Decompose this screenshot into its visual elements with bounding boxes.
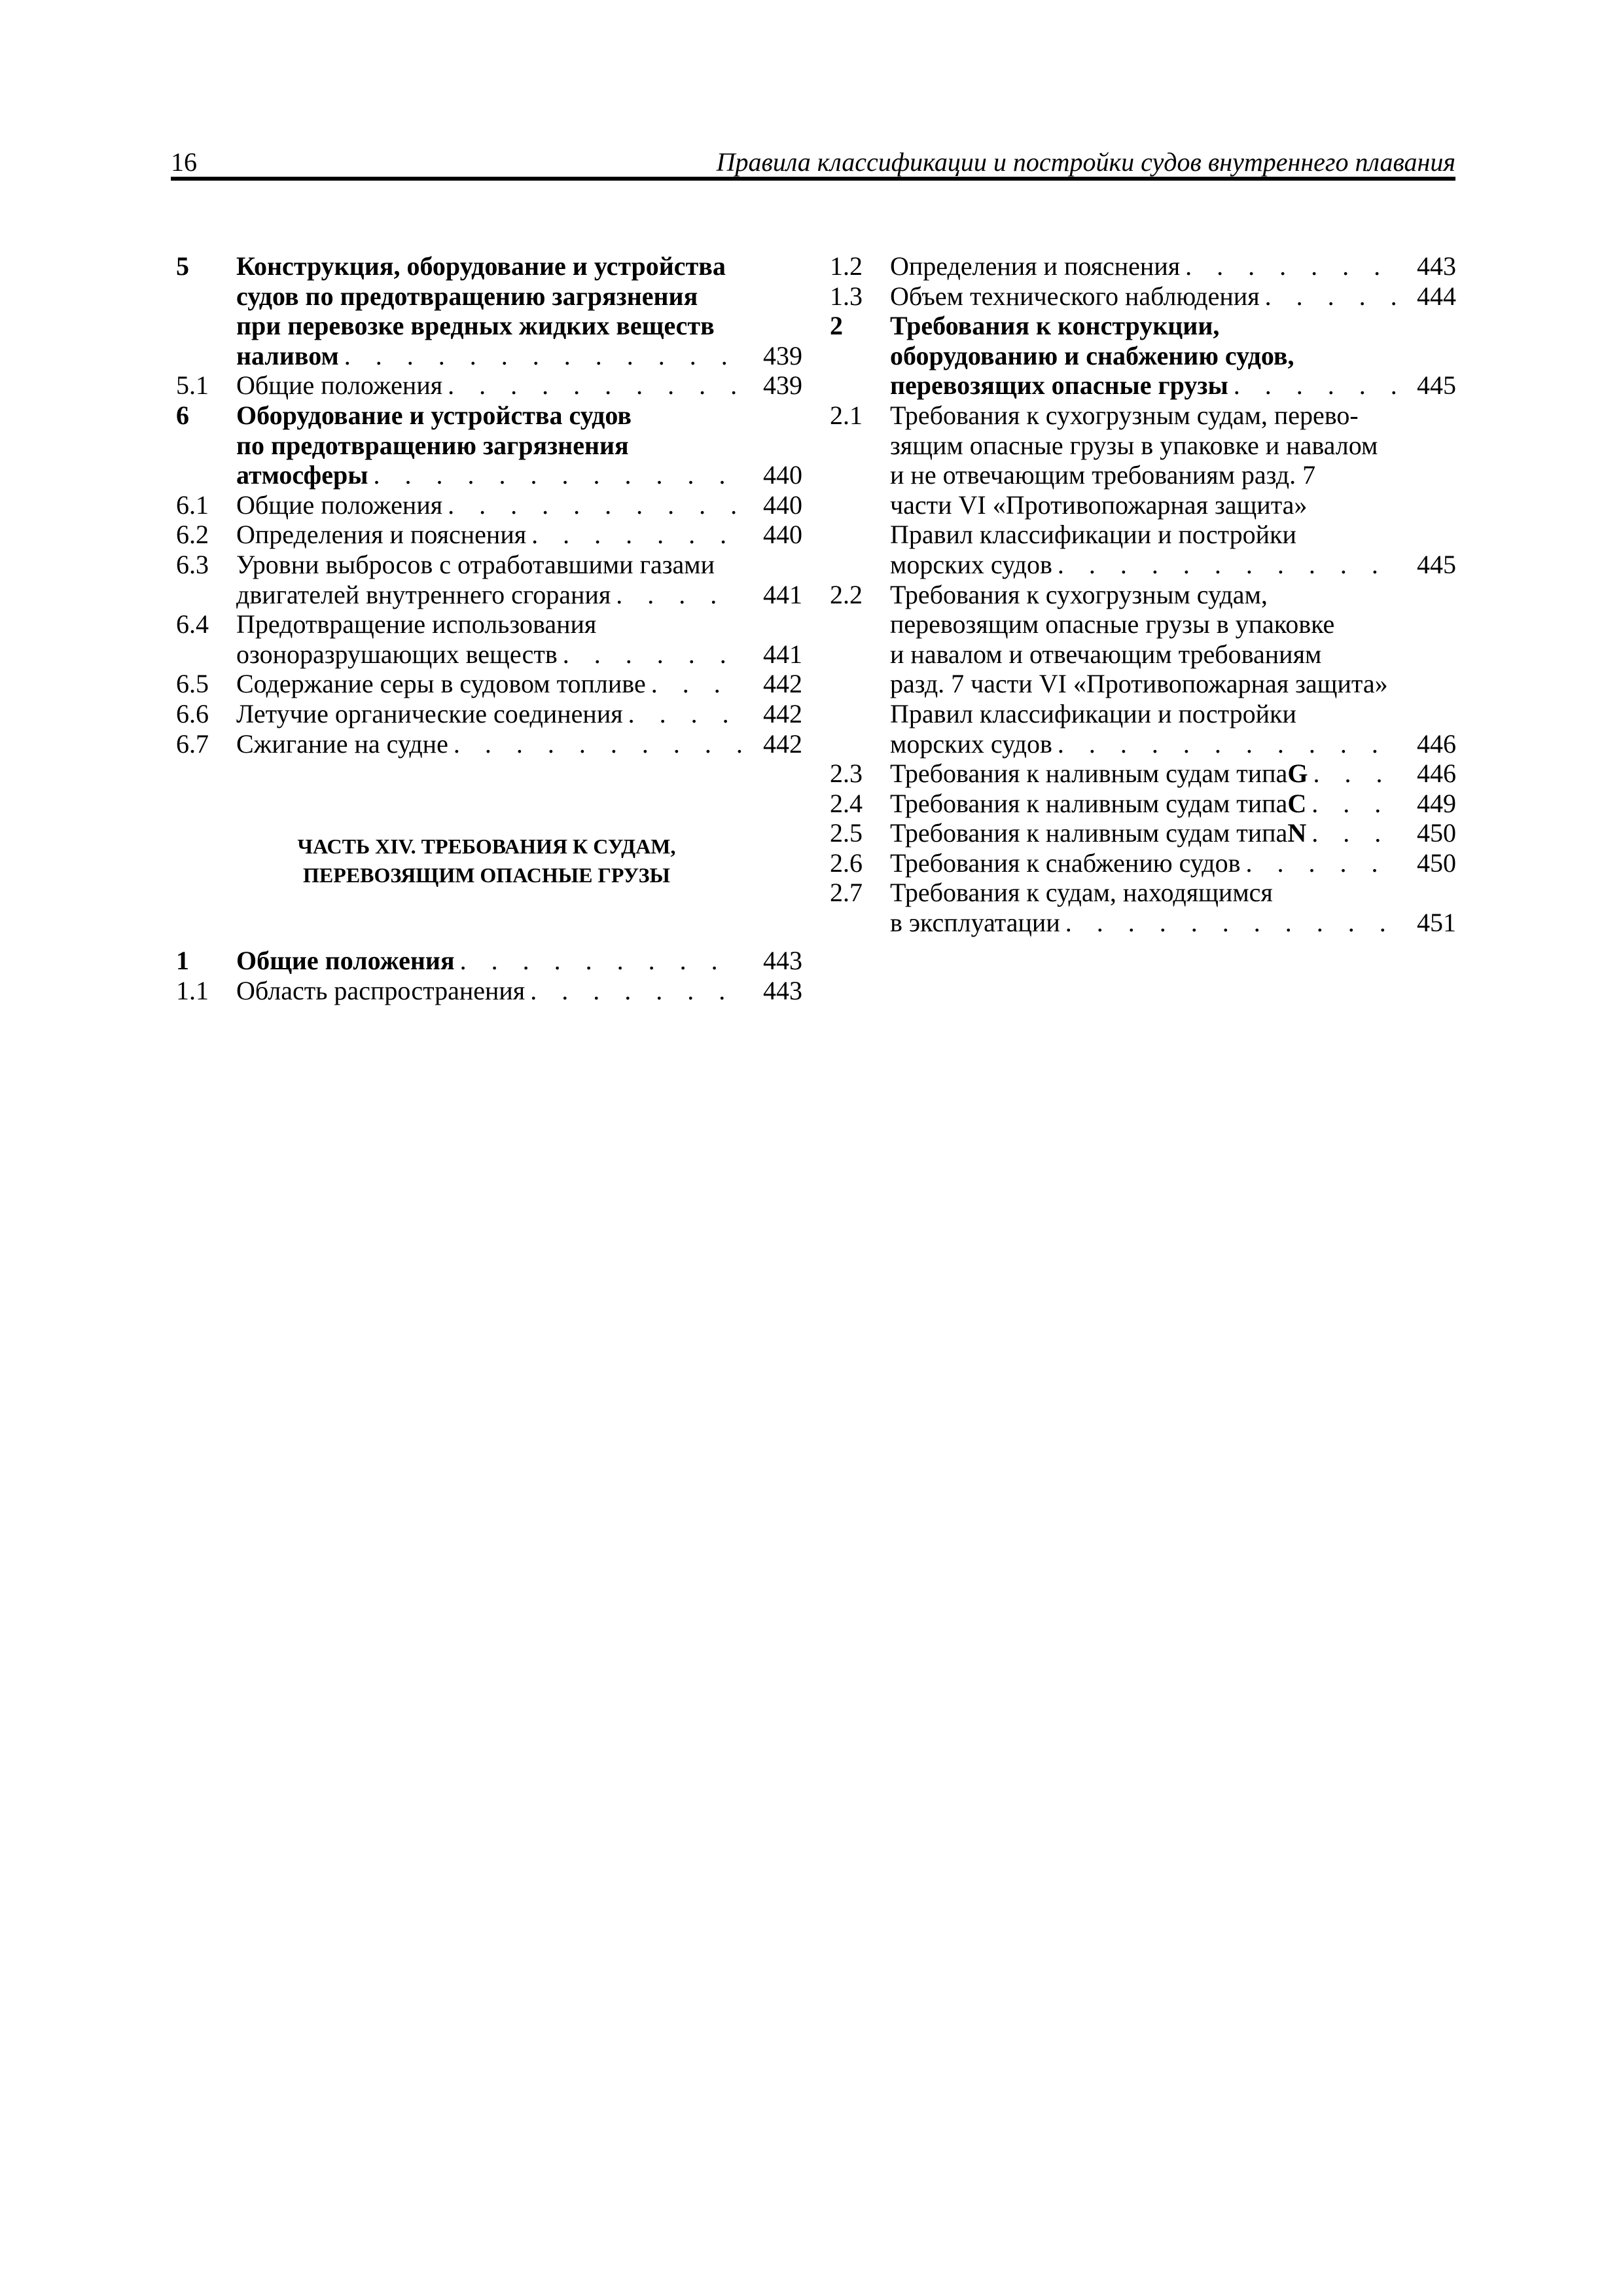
toc-entry-title-line xyxy=(236,251,802,281)
toc-entry xyxy=(171,669,802,699)
toc-entry-body xyxy=(236,609,802,669)
dot-leader xyxy=(623,699,743,729)
toc-entry xyxy=(825,818,1456,848)
toc-entry-number: 1.2 xyxy=(830,251,863,281)
toc-entry-number: 6.2 xyxy=(176,520,209,550)
toc-entry xyxy=(825,759,1456,789)
dot-leader xyxy=(442,490,743,520)
toc-entry-text: Требования к наливным судам типа xyxy=(890,818,1288,848)
toc-entry-text: Сжигание на судне xyxy=(236,728,448,759)
dot-leader xyxy=(1241,848,1397,878)
toc-entry-title-line xyxy=(890,311,1456,341)
toc-entry-last-line xyxy=(236,639,802,670)
dot-leader xyxy=(442,370,743,401)
toc-entry-page: 443 xyxy=(1417,251,1456,281)
toc-entry-text: морских судов xyxy=(890,549,1052,579)
toc-entry-title-line xyxy=(890,520,1456,550)
toc-entry xyxy=(171,370,802,401)
toc-entry-body xyxy=(236,729,802,759)
toc-entry-number: 2.6 xyxy=(830,848,863,878)
toc-entry-last-line xyxy=(236,341,802,371)
toc-entry-title-line xyxy=(236,401,802,431)
toc-entry-page: 443 xyxy=(763,946,802,976)
toc-entry-text: и не отвечающим требованиям разд. 7 xyxy=(890,460,1316,490)
toc-entry-title-line xyxy=(236,609,802,639)
dot-leader xyxy=(1228,370,1397,401)
toc-entry-title-line xyxy=(890,609,1456,639)
toc-entry-body xyxy=(890,580,1456,759)
toc-entry-page: 450 xyxy=(1417,818,1456,848)
toc-entry-text: при перевозке вредных жидких веществ xyxy=(236,311,715,341)
toc-entry-text: Объем технического наблюдения xyxy=(890,281,1260,311)
toc-entry-page: 443 xyxy=(763,975,802,1005)
toc-entry-page: 442 xyxy=(763,698,802,728)
toc-entry-text: оборудованию и снабжению судов, xyxy=(890,340,1294,370)
part-title xyxy=(171,832,802,889)
dot-leader xyxy=(1308,759,1397,789)
toc-entry-text: Определения и пояснения xyxy=(236,520,527,550)
toc-entry-text: Оборудование и устройства судов xyxy=(236,400,632,430)
toc-entry-text: Правил классификации и постройки xyxy=(890,520,1296,550)
toc-entry-title-line xyxy=(890,431,1456,461)
toc-entry xyxy=(825,281,1456,312)
dot-leader xyxy=(1060,908,1397,938)
toc-entry-text: Общие положения xyxy=(236,490,443,520)
toc-entry-text: Общие положения xyxy=(236,370,443,401)
page-header xyxy=(171,144,1455,181)
toc-entry-text: перевозящих опасные грузы xyxy=(890,370,1228,401)
toc-entry-text: Требования к наливным судам типа xyxy=(890,759,1288,789)
toc-entry-ship-type: N xyxy=(1287,818,1307,848)
dot-leader xyxy=(1052,729,1397,759)
toc-entry xyxy=(171,490,802,520)
toc-entry-last-line xyxy=(890,370,1456,401)
toc-entry-last-line xyxy=(236,490,802,520)
toc-entry-last-line xyxy=(236,460,802,490)
toc-entry xyxy=(171,401,802,490)
toc-entry-page: 440 xyxy=(763,520,802,550)
toc-entry-title-line xyxy=(890,639,1456,670)
dot-leader xyxy=(526,520,743,550)
dot-leader xyxy=(611,580,743,610)
toc-entry-body xyxy=(890,789,1456,819)
toc-entry xyxy=(825,311,1456,401)
page-number: 16 xyxy=(171,147,197,177)
toc-entry-body xyxy=(236,946,802,976)
toc-entry-text: морских судов xyxy=(890,728,1052,759)
dot-leader xyxy=(368,460,743,490)
dot-leader xyxy=(646,669,743,699)
toc-entry-text: Определения и пояснения xyxy=(890,251,1181,281)
toc-entry-page: 451 xyxy=(1417,908,1456,938)
toc-entry-last-line xyxy=(236,729,802,759)
toc-entry-text: по предотвращению загрязнения xyxy=(236,430,629,460)
toc-entry-body xyxy=(236,669,802,699)
toc-entry-text: части VI «Противопожарная защита» xyxy=(890,490,1308,520)
toc-entry xyxy=(825,251,1456,281)
toc-entry-page: 445 xyxy=(1417,549,1456,579)
dot-leader xyxy=(1052,550,1397,580)
toc-entry-number: 6.4 xyxy=(176,609,209,639)
toc-left-entries xyxy=(171,251,802,759)
toc-entry xyxy=(171,550,802,609)
toc-entry-page: 442 xyxy=(763,669,802,699)
toc-entry-number: 2.7 xyxy=(830,878,863,908)
toc-entry-body xyxy=(890,401,1456,580)
toc-entry-text: Требования к снабжению судов xyxy=(890,848,1241,878)
toc-entry xyxy=(171,699,802,729)
toc-entry-number: 6.5 xyxy=(176,669,209,699)
toc-entry-page: 446 xyxy=(1417,759,1456,789)
toc-entry-page: 441 xyxy=(763,579,802,609)
toc-entry-title-line xyxy=(236,311,802,341)
toc-entry-title-line xyxy=(890,460,1456,490)
toc-entry-page: 440 xyxy=(763,490,802,520)
toc-entry-text: Уровни выбросов с отработавшими газами xyxy=(236,549,715,579)
toc-entry-number: 2.4 xyxy=(830,788,863,818)
toc-entry-last-line xyxy=(236,976,802,1006)
toc-entry-text: наливом xyxy=(236,340,339,370)
dot-leader xyxy=(455,946,743,976)
toc-entry-title-line xyxy=(890,580,1456,610)
toc-entry-text: Правил классификации и постройки xyxy=(890,698,1296,728)
toc-entry-number: 1 xyxy=(176,946,189,976)
toc-entry-number: 2 xyxy=(830,311,843,341)
toc-entry-body xyxy=(890,311,1456,401)
toc-entry-last-line xyxy=(890,818,1456,848)
toc-right-entries xyxy=(825,251,1456,938)
toc-entry xyxy=(171,946,802,976)
toc-entry-number: 6.3 xyxy=(176,549,209,579)
toc-entry-last-line xyxy=(890,908,1456,938)
toc-entry-text: зящим опасные грузы в упаковке и навалом xyxy=(890,430,1378,460)
part-title-line-1: ЧАСТЬ XIV. ТРЕБОВАНИЯ К СУДАМ, xyxy=(297,834,676,859)
toc-left-entries-part xyxy=(171,946,802,1005)
dot-leader xyxy=(558,639,743,670)
toc-entry-body xyxy=(890,848,1456,878)
toc-entry-last-line xyxy=(236,520,802,550)
toc-entry-number: 1.3 xyxy=(830,281,863,311)
dot-leader xyxy=(339,341,743,371)
toc-entry-text: в эксплуатации xyxy=(890,908,1060,938)
dot-leader xyxy=(1180,251,1397,281)
toc-entry-text: атмосферы xyxy=(236,460,368,490)
toc-entry-number: 2.2 xyxy=(830,579,863,609)
toc-entry-page: 449 xyxy=(1417,788,1456,818)
toc-entry-page: 439 xyxy=(763,340,802,370)
toc-entry-text: озоноразрушающих веществ xyxy=(236,639,558,669)
toc-entry-text: двигателей внутреннего сгорания xyxy=(236,579,611,609)
toc-entry xyxy=(171,609,802,669)
toc-entry-number: 2.1 xyxy=(830,400,863,430)
toc-entry-last-line xyxy=(890,759,1456,789)
dot-leader xyxy=(525,976,743,1006)
toc-entry-ship-type: C xyxy=(1287,788,1307,818)
dot-leader xyxy=(1306,789,1397,819)
toc-entry-number: 6.1 xyxy=(176,490,209,520)
toc-entry-body xyxy=(890,818,1456,848)
toc-entry-last-line xyxy=(236,580,802,610)
toc-entry-body xyxy=(236,550,802,609)
toc-entry-last-line xyxy=(890,550,1456,580)
toc-entry-body xyxy=(236,370,802,401)
toc-entry-last-line xyxy=(890,729,1456,759)
toc-entry xyxy=(825,878,1456,937)
running-title: Правила классификации и постройки судов внутреннего плавания xyxy=(716,147,1455,177)
toc-entry-text: и навалом и отвечающим требованиям xyxy=(890,639,1322,669)
toc-entry-body xyxy=(236,520,802,550)
dot-leader xyxy=(1306,818,1397,848)
toc-entry-text: Требования к наливным судам типа xyxy=(890,788,1288,818)
toc-entry xyxy=(171,520,802,550)
toc-entry-title-line xyxy=(236,550,802,580)
toc-entry-text: Область распространения xyxy=(236,975,526,1005)
header-rule xyxy=(171,177,1455,181)
toc-entry-number: 2.3 xyxy=(830,759,863,789)
toc-entry-body xyxy=(236,251,802,370)
toc-entry-body xyxy=(236,976,802,1006)
toc-entry-ship-type: G xyxy=(1287,759,1308,789)
dot-leader xyxy=(448,729,743,759)
toc-entry-page: 444 xyxy=(1417,281,1456,311)
toc-entry-number: 5 xyxy=(176,251,189,281)
toc-entry-text: Требования к сухогрузным судам, xyxy=(890,579,1268,609)
toc-entry xyxy=(825,401,1456,580)
toc-entry-number: 1.1 xyxy=(176,975,209,1005)
toc-entry-title-line xyxy=(890,878,1456,908)
toc-entry-page: 442 xyxy=(763,728,802,759)
toc-entry-last-line xyxy=(236,370,802,401)
toc-entry-text: Содержание серы в судовом топливе xyxy=(236,669,646,699)
toc-entry xyxy=(171,729,802,759)
toc-entry-body xyxy=(236,490,802,520)
toc-entry-page: 439 xyxy=(763,370,802,401)
toc-entry-body xyxy=(890,878,1456,937)
toc-entry-page: 440 xyxy=(763,460,802,490)
toc-entry-last-line xyxy=(236,946,802,976)
toc-entry-body xyxy=(890,281,1456,312)
toc-entry-text: Требования к конструкции, xyxy=(890,311,1220,341)
toc-entry-text: Общие положения xyxy=(236,946,455,976)
toc-entry-last-line xyxy=(890,848,1456,878)
toc-entry xyxy=(825,580,1456,759)
toc-entry-page: 450 xyxy=(1417,848,1456,878)
toc-entry-title-line xyxy=(890,699,1456,729)
toc-entry-last-line xyxy=(890,789,1456,819)
toc-entry-body xyxy=(890,759,1456,789)
toc-entry-title-line xyxy=(236,281,802,312)
toc-entry-page: 445 xyxy=(1417,370,1456,401)
toc-entry xyxy=(171,251,802,370)
toc-entry-number: 2.5 xyxy=(830,818,863,848)
toc-entry-text: Требования к сухогрузным судам, перево- xyxy=(890,400,1359,430)
toc-entry-text: Летучие органические соединения xyxy=(236,698,623,728)
toc-entry-text: разд. 7 части VI «Противопожарная защита» xyxy=(890,669,1388,699)
toc-entry-page: 446 xyxy=(1417,728,1456,759)
toc-entry-body xyxy=(890,251,1456,281)
toc-entry-number: 6 xyxy=(176,400,189,430)
toc-entry-number: 5.1 xyxy=(176,370,209,401)
toc-entry-number: 6.6 xyxy=(176,698,209,728)
toc-entry-text: Предотвращение использования xyxy=(236,609,597,639)
toc-entry-title-line xyxy=(890,341,1456,371)
toc-entry-title-line xyxy=(236,431,802,461)
toc-entry-title-line xyxy=(890,490,1456,520)
dot-leader xyxy=(1260,281,1397,312)
part-title-line-2: ПЕРЕВОЗЯЩИМ ОПАСНЫЕ ГРУЗЫ xyxy=(303,863,670,888)
toc-entry-title-line xyxy=(890,401,1456,431)
toc-left-column xyxy=(171,251,802,1005)
toc-entry-title-line xyxy=(890,669,1456,699)
toc-entry-last-line xyxy=(236,669,802,699)
toc-entry-body xyxy=(236,401,802,490)
toc-entry-last-line xyxy=(890,281,1456,312)
toc-entry xyxy=(171,976,802,1006)
toc-entry-text: перевозящим опасные грузы в упаковке xyxy=(890,609,1335,639)
toc-entry xyxy=(825,848,1456,878)
toc-entry-text: Конструкция, оборудование и устройства xyxy=(236,251,726,281)
toc-entry-text: Требования к судам, находящимся xyxy=(890,878,1273,908)
toc-entry-last-line xyxy=(890,251,1456,281)
toc-entry-last-line xyxy=(236,699,802,729)
toc-right-column xyxy=(825,251,1456,938)
toc-entry-body xyxy=(236,699,802,729)
toc-entry-number: 6.7 xyxy=(176,728,209,759)
toc-entry-page: 441 xyxy=(763,639,802,669)
toc-entry xyxy=(825,789,1456,819)
toc-entry-text: судов по предотвращению загрязнения xyxy=(236,281,698,311)
